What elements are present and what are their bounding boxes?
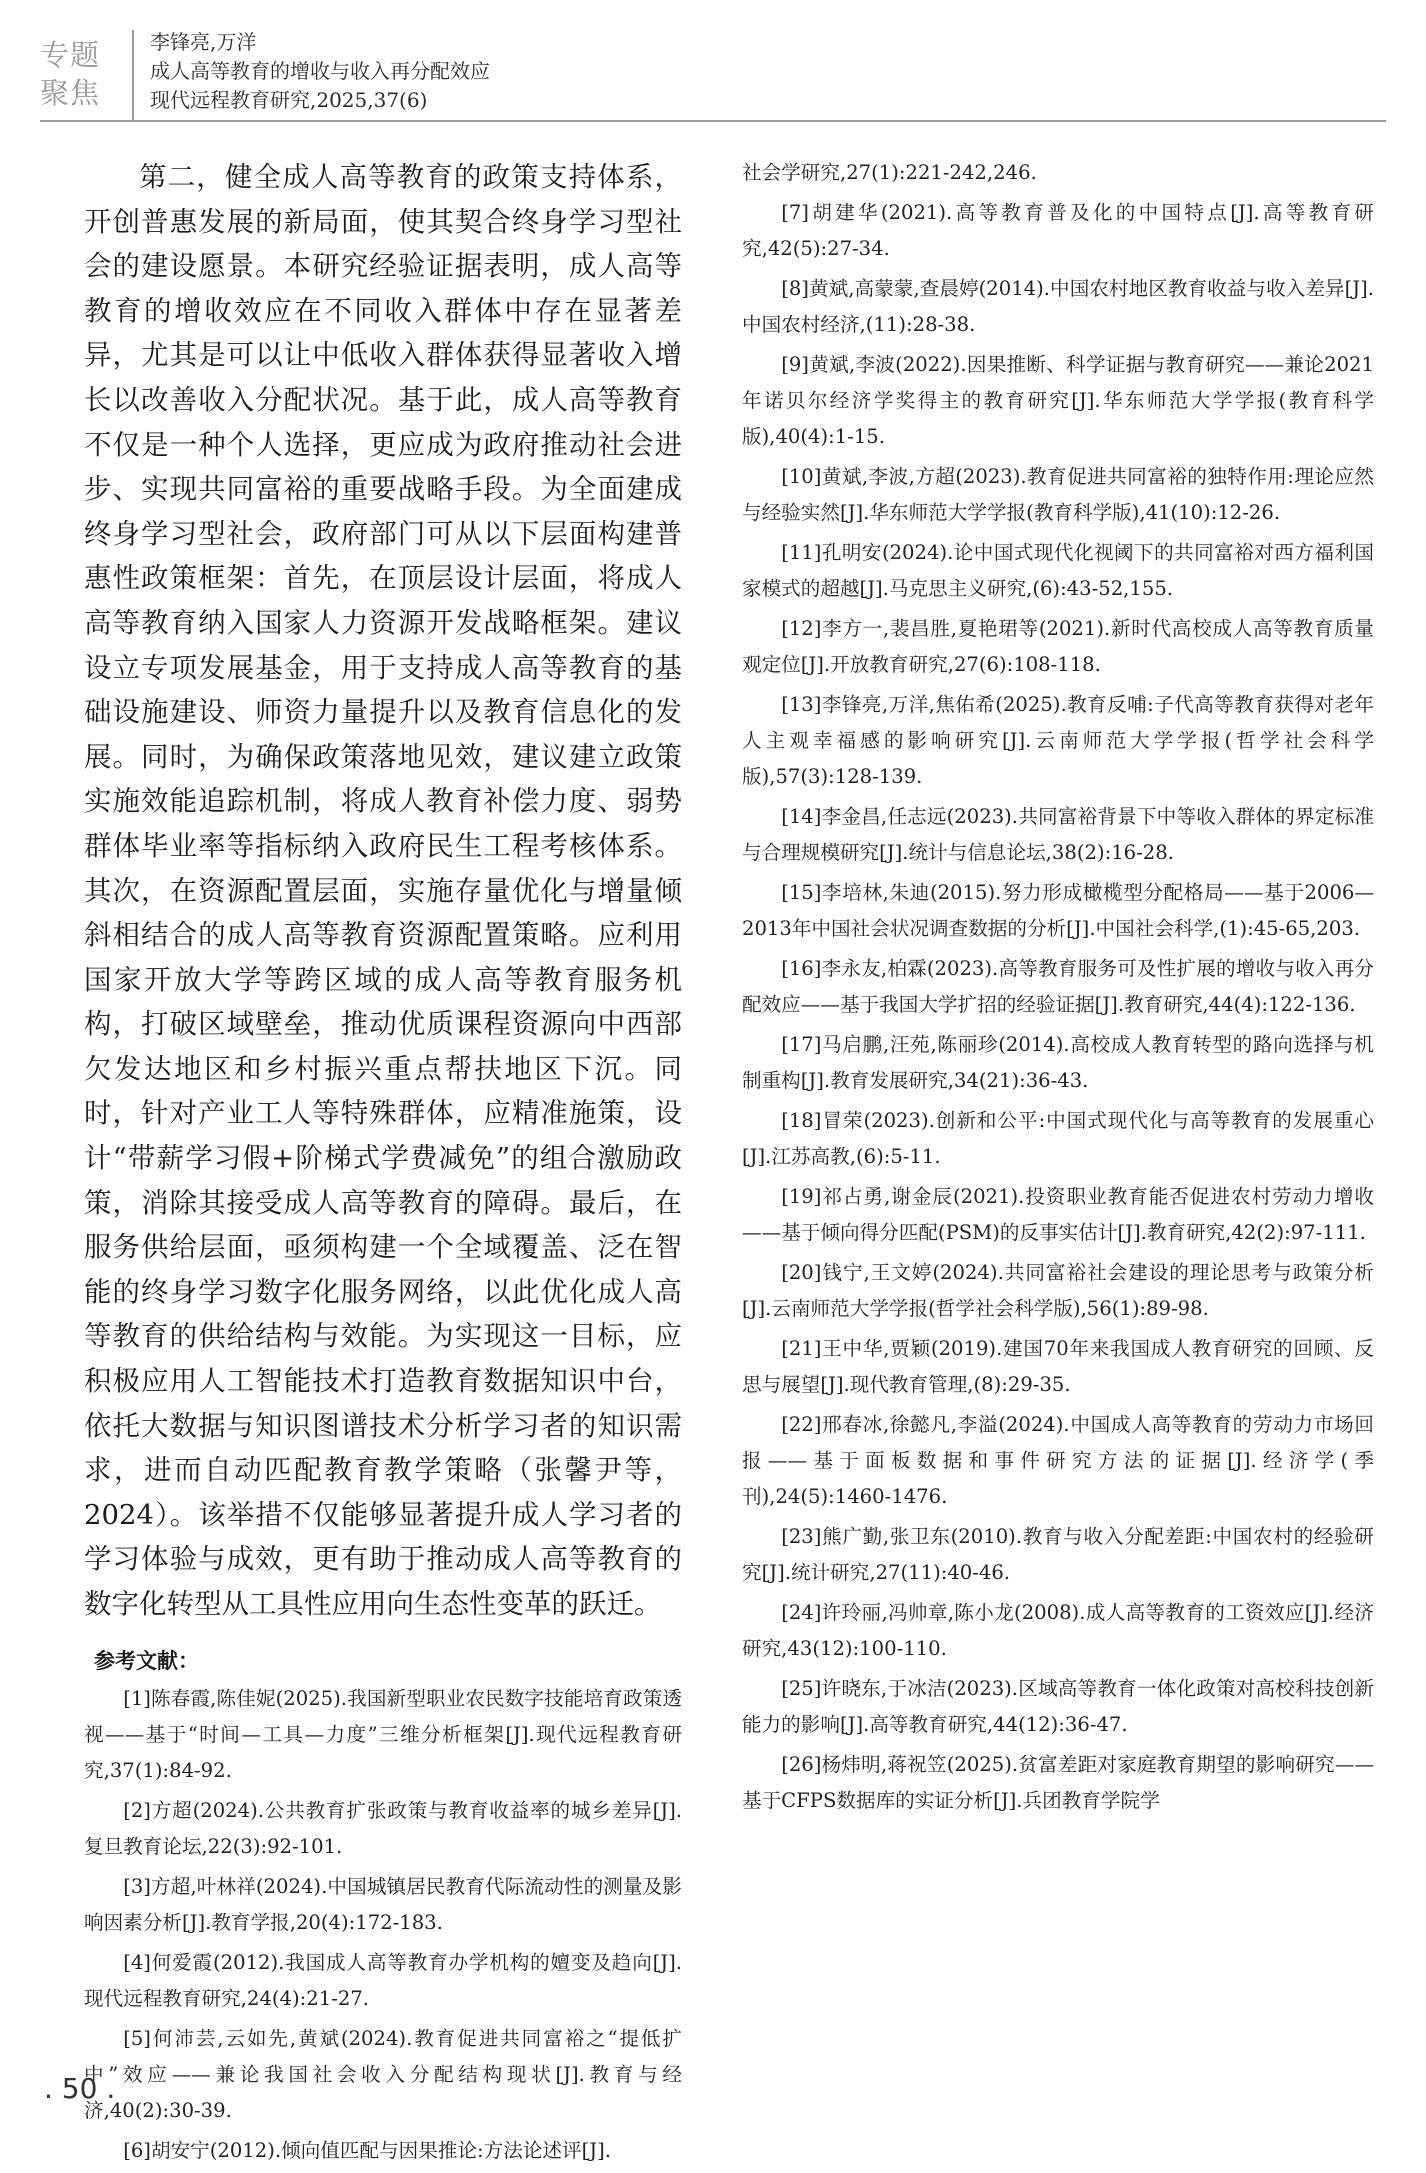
reference-item: [20]钱宁,王文婷(2024).共同富裕社会建设的理论思考与政策分析[J].云南师范大学学报(哲学社会科学版),56(1):89-98. <box>742 1261 1374 1320</box>
page-number: . 50 . <box>44 2072 116 2105</box>
reference-item: [12]李方一,裴昌胜,夏艳珺等(2021).新时代高校成人高等教育质量观定位[J].开放教育研究,27(6):108-118. <box>742 617 1374 676</box>
reference-item: [24]许玲丽,冯帅章,陈小龙(2008).成人高等教育的工资效应[J].经济研究,43(12):100-110. <box>742 1601 1374 1660</box>
reference-item: [23]熊广勤,张卫东(2010).教育与收入分配差距:中国农村的经验研究[J].统计研究,27(11):40-46. <box>742 1525 1374 1584</box>
section-label: 专题聚焦 <box>40 38 101 110</box>
reference-item: [15]李培林,朱迪(2015).努力形成橄榄型分配格局——基于2006—2013年中国社会状况调查数据的分析[J].中国社会科学,(1):45-65,203. <box>742 881 1374 940</box>
reference-item: [14]李金昌,任志远(2023).共同富裕背景下中等收入群体的界定标准与合理规模研究[J].统计与信息论坛,38(2):16-28. <box>742 805 1374 864</box>
header-meta <box>150 28 490 115</box>
reference-item: [4]何爱霞(2012).我国成人高等教育办学机构的嬗变及趋向[J].现代远程教育研究,24(4):21-27. <box>84 1950 682 2010</box>
header-authors: 李锋亮,万洋 <box>150 30 257 54</box>
references-list-right <box>742 155 1374 1819</box>
reference-item: [9]黄斌,李波(2022).因果推断、科学证据与教育研究——兼论2021年诺贝尔经济学奖得主的教育研究[J].华东师范大学学报(教育科学版),40(4):1-15. <box>742 353 1374 448</box>
reference-item: [8]黄斌,高蒙蒙,查晨婷(2014).中国农村地区教育收益与收入差异[J].中国农村经济,(11):28-38. <box>742 277 1374 336</box>
header-rule <box>40 120 1386 122</box>
reference-item: [18]冒荣(2023).创新和公平:中国式现代化与高等教育的发展重心[J].江苏高教,(6):5-11. <box>742 1109 1374 1168</box>
reference-item: [17]马启鹏,汪苑,陈丽珍(2014).高校成人教育转型的路向选择与机制重构[J].教育发展研究,34(21):36-43. <box>742 1033 1374 1092</box>
right-column <box>742 155 1374 1823</box>
references-list-left <box>84 1681 682 2169</box>
references-heading: 参考文献： <box>94 1648 199 1673</box>
header-divider <box>132 30 134 122</box>
reference-item: [16]李永友,柏霖(2023).高等教育服务可及性扩展的增收与收入再分配效应——基于我国大学扩招的经验证据[J].教育研究,44(4):122-136. <box>742 957 1374 1016</box>
reference-item: [10]黄斌,李波,方超(2023).教育促进共同富裕的独特作用:理论应然与经验实然[J].华东师范大学学报(教育科学版),41(10):12-26. <box>742 465 1374 524</box>
reference-item: [26]杨炜明,蒋祝笠(2025).贫富差距对家庭教育期望的影响研究——基于CFPS数据库的实证分析[J].兵团教育学院学 <box>742 1753 1374 1812</box>
reference-item: [3]方超,叶林祥(2024).中国城镇居民教育代际流动性的测量及影响因素分析[J].教育学报,20(4):172-183. <box>84 1874 682 1934</box>
reference-item: [25]许晓东,于冰洁(2023).区域高等教育一体化政策对高校科技创新能力的影响[J].高等教育研究,44(12):36-47. <box>742 1677 1374 1736</box>
reference-item: [11]孔明安(2024).论中国式现代化视阈下的共同富裕对西方福利国家模式的超越[J].马克思主义研究,(6):43-52,155. <box>742 541 1374 600</box>
reference-item: [22]邢春冰,徐懿凡,李溢(2024).中国成人高等教育的劳动力市场回报——基于面板数据和事件研究方法的证据[J].经济学(季刊),24(5):1460-1476. <box>742 1413 1374 1508</box>
page-header <box>40 28 1386 122</box>
reference-item: [5]何沛芸,云如先,黄斌(2024).教育促进共同富裕之“提低扩中”效应——兼论我国社会收入分配结构现状[J].教育与经济,40(2):30-39. <box>84 2026 682 2122</box>
header-journal: 现代远程教育研究,2025,37(6) <box>150 88 428 112</box>
reference-item: [19]祁占勇,谢金辰(2021).投资职业教育能否促进农村劳动力增收——基于倾向得分匹配(PSM)的反事实估计[J].教育研究,42(2):97-111. <box>742 1185 1374 1244</box>
reference-item: [13]李锋亮,万洋,焦佑希(2025).教育反哺:子代高等教育获得对老年人主观幸福感的影响研究[J].云南师范大学学报(哲学社会科学版),57(3):128-139. <box>742 693 1374 788</box>
reference-item: [7]胡建华(2021).高等教育普及化的中国特点[J].高等教育研究,42(5):27-34. <box>742 201 1374 260</box>
reference-item: [1]陈春霞,陈佳妮(2025).我国新型职业农民数字技能培育政策透视——基于“时间—工具—力度”三维分析框架[J].现代远程教育研究,37(1):84-92. <box>84 1686 682 1782</box>
body-paragraph: 第二，健全成人高等教育的政策支持体系，开创普惠发展的新局面，使其契合终身学习型社会的建设愿景。本研究经验证据表明，成人高等教育的增收效应在不同收入群体中存在显著差异，尤其是可以让中低收入群体获得显著收入增长以改善收入分配状况。基于此，成人高等教育不仅是一种个人选择，更应成为政府推动社会进步、实现共同富裕的重要战略手段。为全面建成终身学习型社会，政府部门可从以下层面构建普惠性政策框架：首先，在顶层设计层面，将成人高等教育纳入国家人力资源开发战略框架。建议设立专项发展基金，用于支持成人高等教育的基础设施建设、师资力量提升以及教育信息化的发展。同时，为确保政策落地见效，建议建立政策实施效能追踪机制，将成人教育补偿力度、弱势群体毕业率等指标纳入政府民生工程考核体系。其次，在资源配置层面，实施存量优化与增量倾斜相结合的成人高等教育资源配置策略。应利用国家开放大学等跨区域的成人高等教育服务机构，打破区域壁垒，推动优质课程资源向中西部欠发达地区和乡村振兴重点帮扶地区下沉。同时，针对产业工人等特殊群体，应精准施策，设计“带薪学习假+阶梯式学费减免”的组合激励政策，消除其接受成人高等教育的障碍。最后，在服务供给层面，亟须构建一个全域覆盖、泛在智能的终身学习数字化服务网络，以此优化成人高等教育的供给结构与效能。为实现这一目标，应积极应用人工智能技术打造教育数据知识中台，依托大数据与知识图谱技术分析学习者的知识需求，进而自动匹配教育教学策略（张馨尹等，2024）。该举措不仅能够显著提升成人学习者的学习体验与成效，更有助于推动成人高等教育的数字化转型从工具性应用向生态性变革的跃迁。 <box>84 161 682 1620</box>
reference-item: [6]胡安宁(2012).倾向值匹配与因果推论:方法论述评[J]. <box>123 2138 611 2162</box>
reference-continuation: 社会学研究,27(1):221-242,246. <box>742 161 1037 184</box>
header-article-title: 成人高等教育的增收与收入再分配效应 <box>150 59 490 83</box>
reference-item: [2]方超(2024).公共教育扩张政策与教育收益率的城乡差异[J].复旦教育论坛,22(3):92-101. <box>84 1798 682 1858</box>
left-column <box>84 155 682 2173</box>
reference-item: [21]王中华,贾颖(2019).建国70年来我国成人教育研究的回顾、反思与展望[J].现代教育管理,(8):29-35. <box>742 1337 1374 1396</box>
